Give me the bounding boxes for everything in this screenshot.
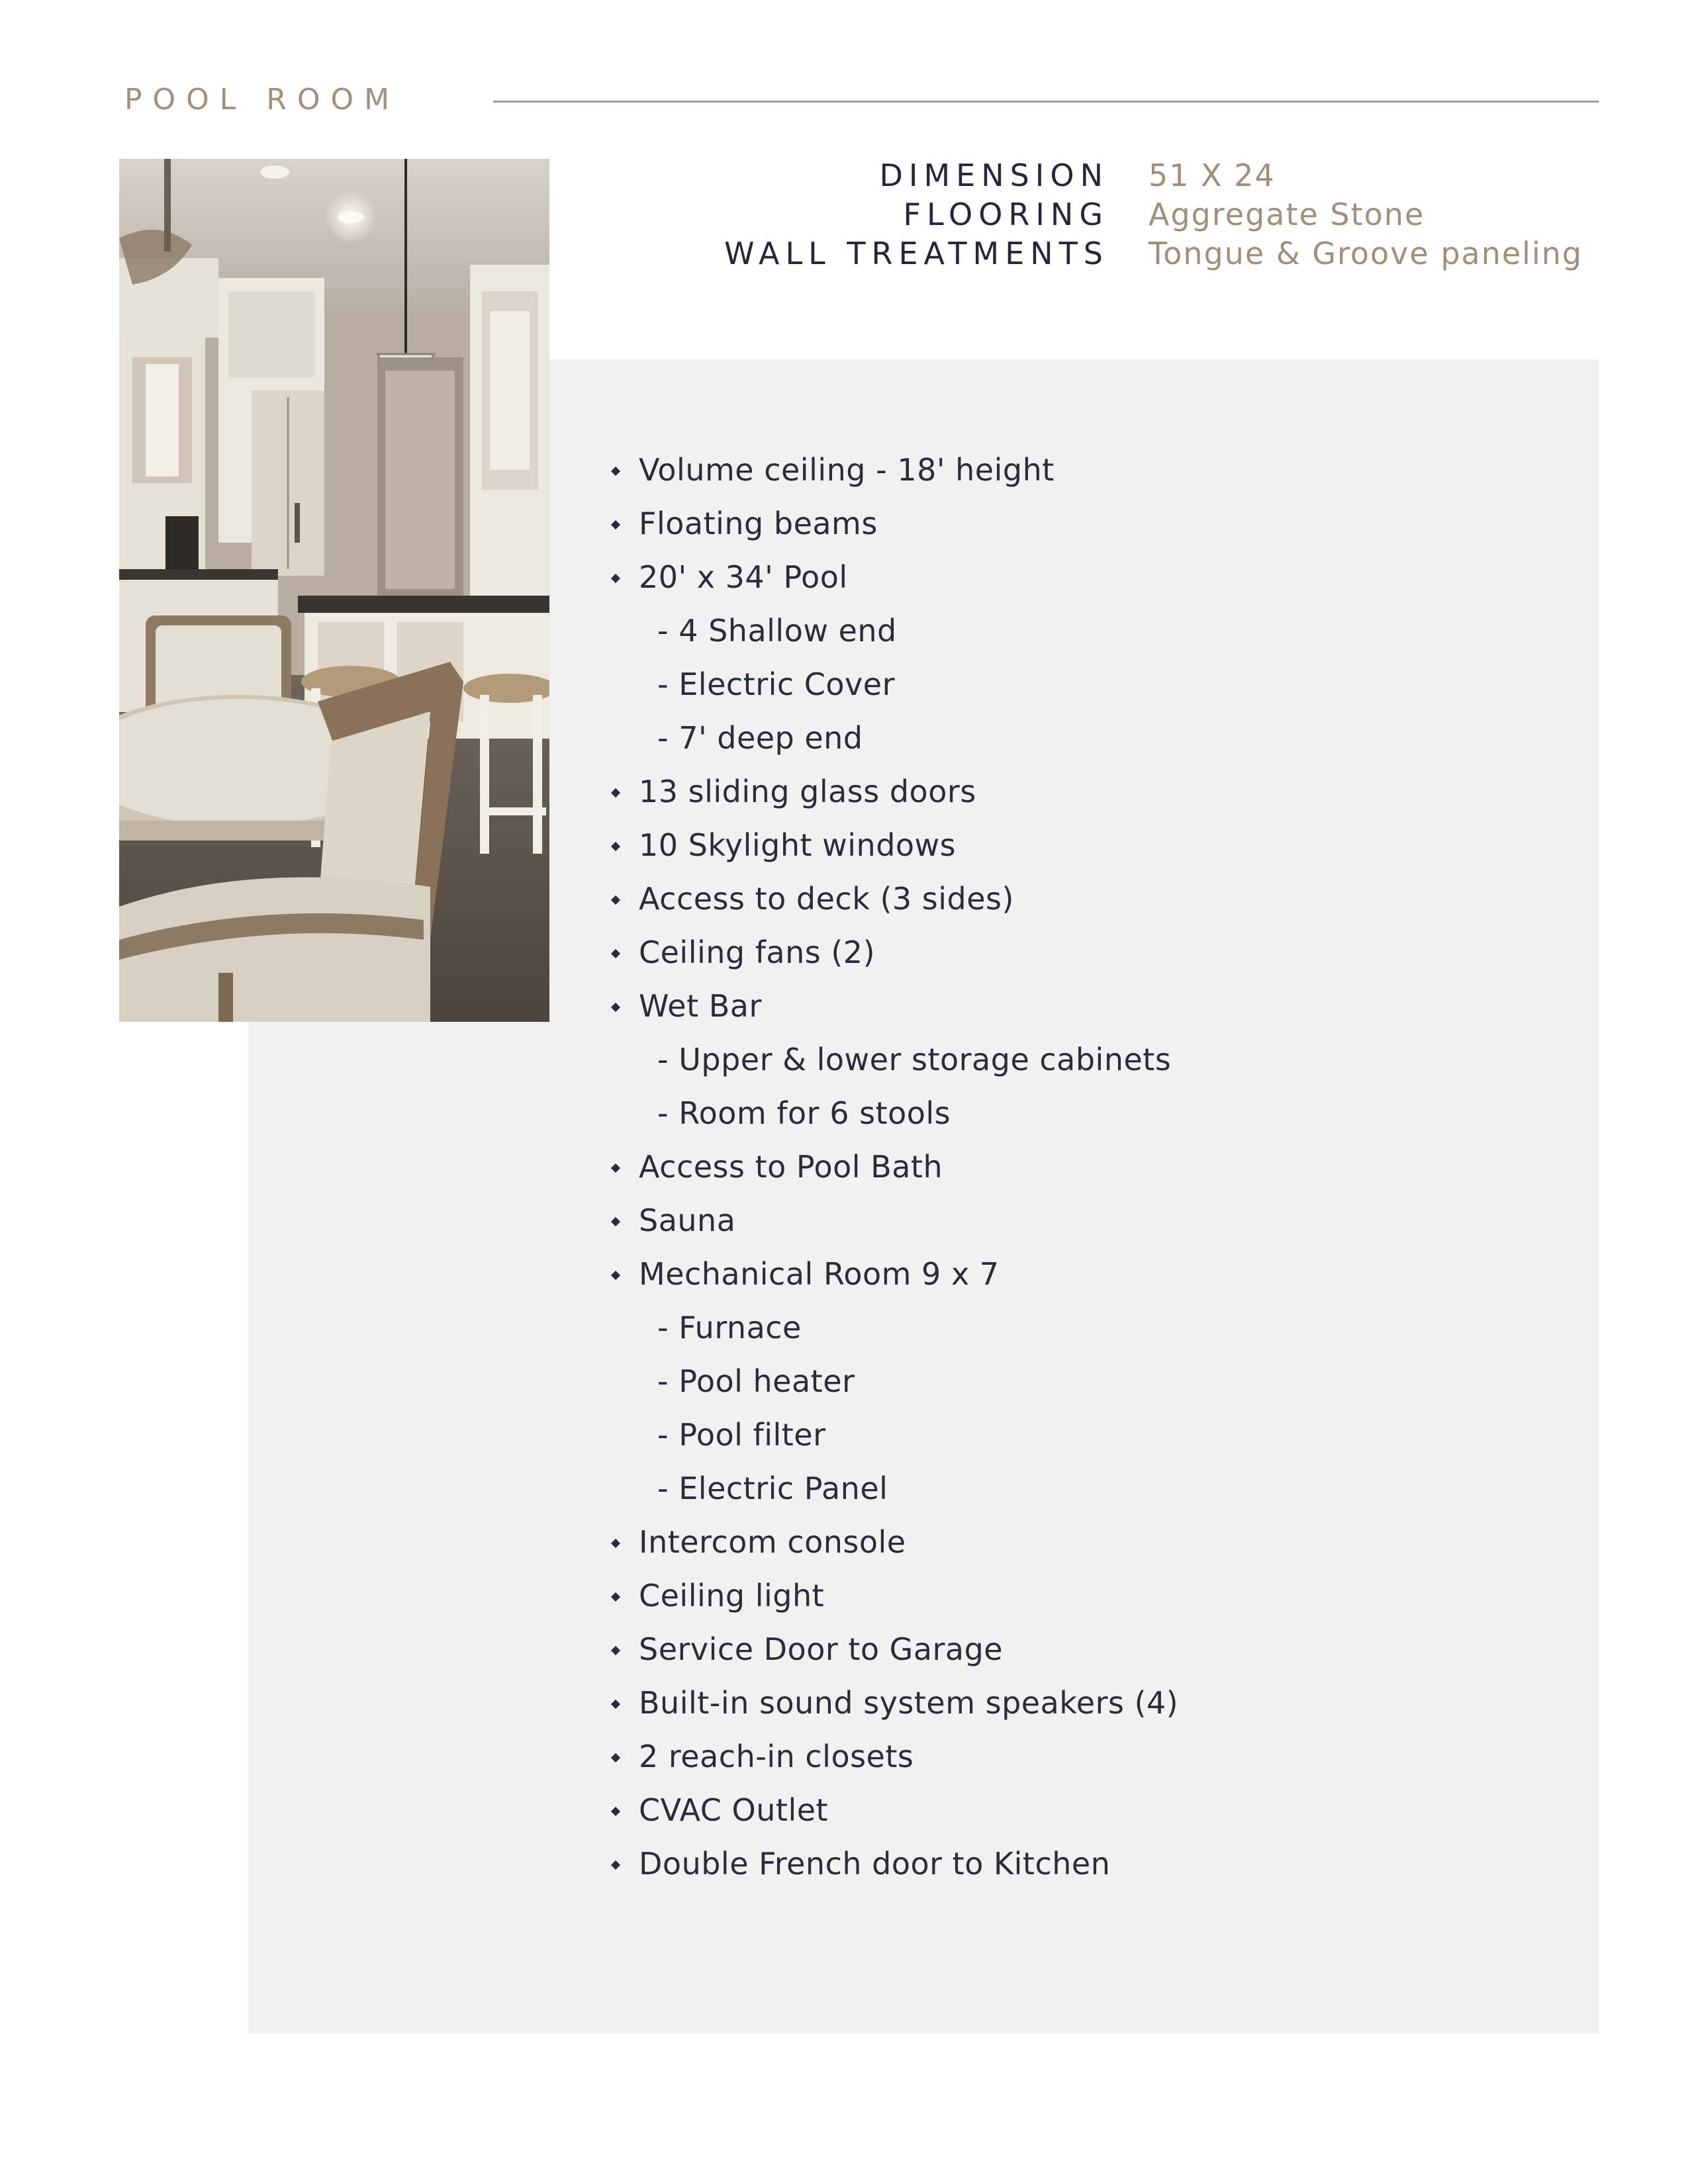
feature-text: Double French door to Kitchen [639,1846,1111,1882]
feature-text: Access to Pool Bath [639,1149,943,1185]
feature-text: - Room for 6 stools [657,1095,951,1131]
section-title: POOL ROOM [124,83,400,116]
feature-text: - 7' deep end [657,720,863,756]
feature-text: Volume ceiling - 18' height [639,452,1055,488]
feature-text: - 4 Shallow end [657,613,897,649]
feature-text: Intercom console [639,1524,906,1560]
title-divider [493,101,1599,103]
spec-label-flooring: FLOORING [903,197,1109,232]
kitchen-photo [119,159,549,1022]
feature-text: - Pool filter [657,1417,826,1453]
feature-text: - Electric Panel [657,1471,888,1506]
spec-value-wall-treatments: Tongue & Groove paneling [1149,236,1583,271]
feature-text: Sauna [639,1203,736,1238]
spec-value-flooring: Aggregate Stone [1149,197,1425,232]
spec-value-dimension: 51 X 24 [1149,158,1276,193]
spec-flooring-label-row [0,195,1109,234]
feature-text: Built-in sound system speakers (4) [639,1685,1179,1721]
feature-text: 20' x 34' Pool [639,559,848,595]
spec-label-dimension: DIMENSION [879,158,1109,193]
feature-text: Mechanical Room 9 x 7 [639,1256,1000,1292]
feature-text: - Pool heater [657,1363,855,1399]
feature-text: Ceiling light [639,1578,825,1614]
feature-text: - Upper & lower storage cabinets [657,1042,1172,1077]
feature-text: 10 Skylight windows [639,827,957,863]
feature-text: 2 reach-in closets [639,1739,914,1774]
feature-text: - Electric Cover [657,666,895,702]
spec-dimension-label-row [0,156,1109,195]
feature-text: CVAC Outlet [639,1792,829,1828]
feature-text: Service Door to Garage [639,1631,1004,1667]
spec-label-wall-treatments: WALL TREATMENTS [724,236,1109,271]
specs-block [0,156,1688,275]
spec-wall-label-row [0,234,1109,273]
feature-text: Wet Bar [639,988,762,1024]
feature-text: 13 sliding glass doors [639,774,976,809]
feature-text: Ceiling fans (2) [639,934,876,970]
feature-text: Access to deck (3 sides) [639,881,1014,917]
feature-text: Floating beams [639,506,878,541]
feature-text: - Furnace [657,1310,802,1345]
